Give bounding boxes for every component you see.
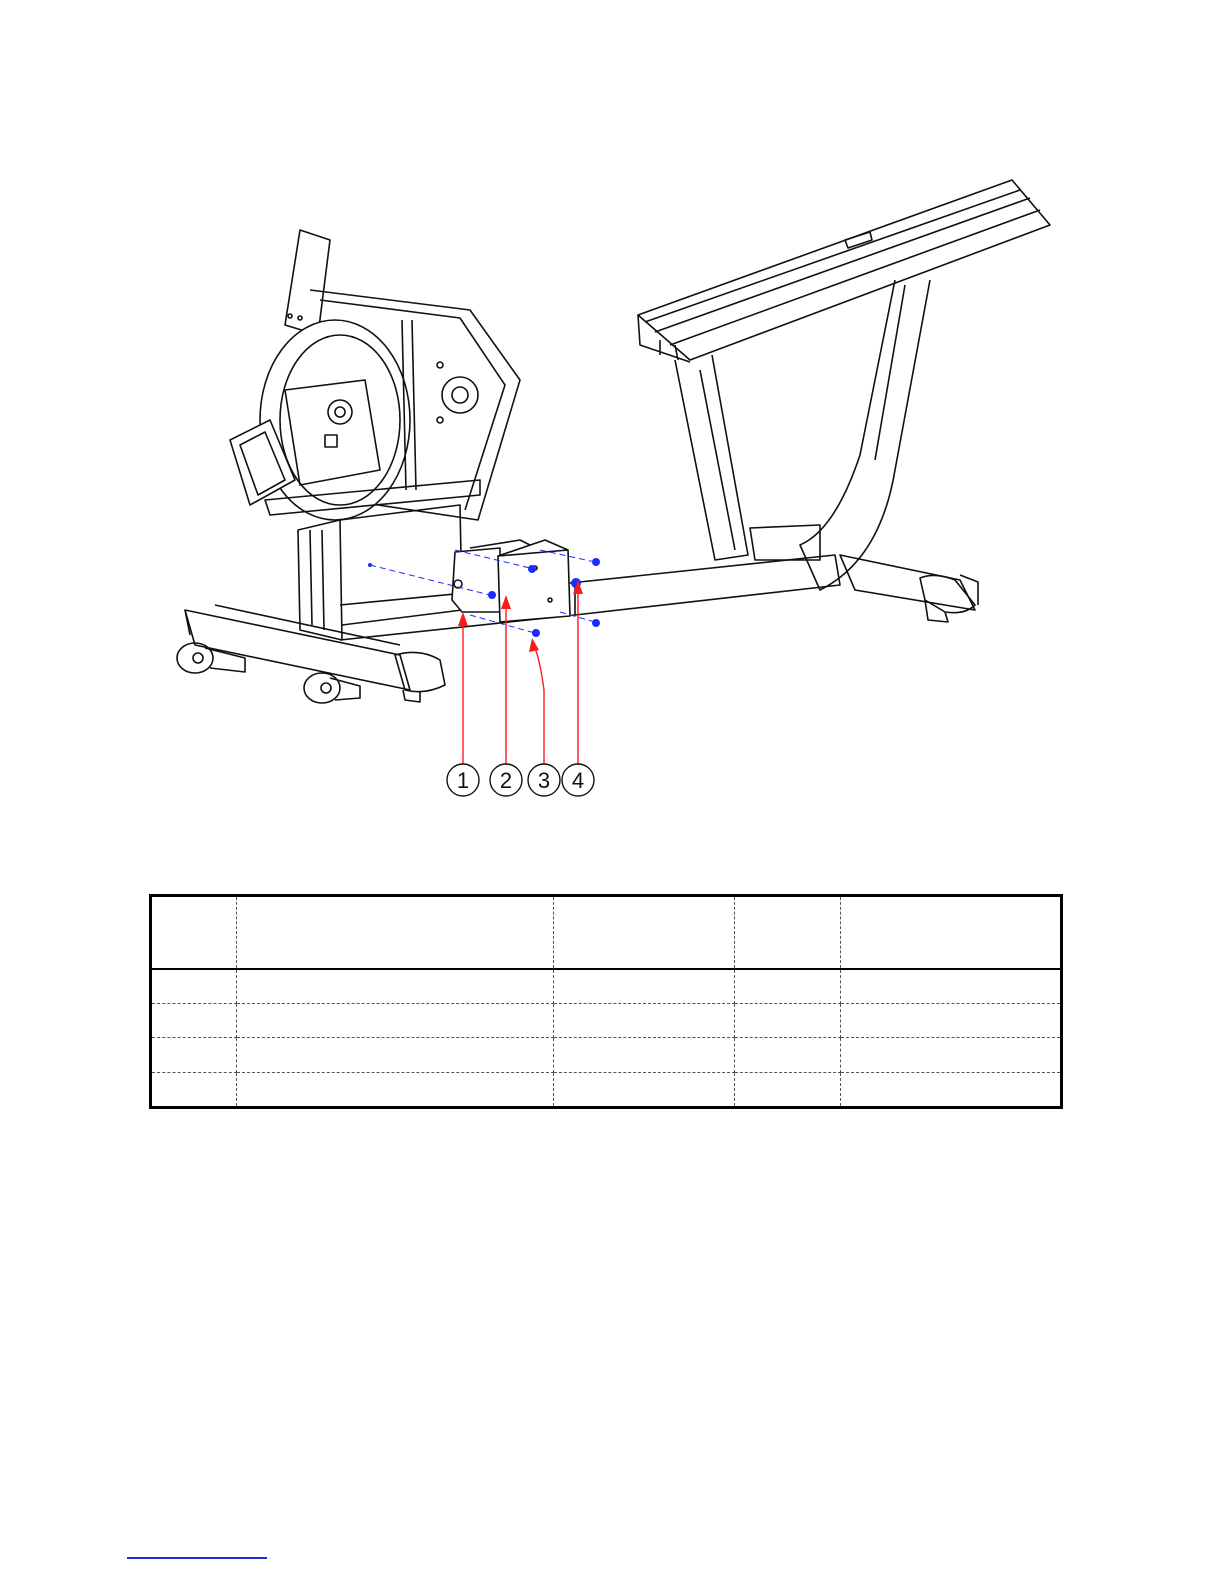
table-cell xyxy=(841,1072,1062,1107)
table-cell xyxy=(554,969,735,1004)
callout-2: 2 xyxy=(499,768,513,793)
table-header-cell xyxy=(735,896,841,969)
table-cell xyxy=(237,1072,554,1107)
table-header-row xyxy=(151,896,1062,969)
callout-3: 3 xyxy=(537,768,551,793)
table-header-cell xyxy=(554,896,735,969)
table-cell xyxy=(735,1004,841,1038)
callout-4: 4 xyxy=(571,768,585,793)
table-cell xyxy=(237,1004,554,1038)
table-row xyxy=(151,1038,1062,1072)
table-header-cell xyxy=(841,896,1062,969)
flywheel-icon xyxy=(230,230,520,520)
table-cell xyxy=(554,1072,735,1107)
table-cell xyxy=(151,969,237,1004)
table-cell xyxy=(554,1004,735,1038)
table-header-cell xyxy=(237,896,554,969)
table-cell xyxy=(554,1038,735,1072)
table-cell xyxy=(151,1038,237,1072)
parts-table xyxy=(149,894,1063,1109)
table-cell xyxy=(151,1004,237,1038)
table-row xyxy=(151,1004,1062,1038)
table-row xyxy=(151,969,1062,1004)
table-cell xyxy=(237,1038,554,1072)
rail-icon xyxy=(638,180,1050,362)
table-cell xyxy=(841,969,1062,1004)
callout-1: 1 xyxy=(456,768,470,793)
cover-plate-icon xyxy=(498,540,570,622)
table-cell xyxy=(735,969,841,1004)
footer-rule xyxy=(127,1557,267,1559)
table-row xyxy=(151,1072,1062,1107)
table-cell xyxy=(735,1072,841,1107)
table-cell xyxy=(841,1038,1062,1072)
table-header-cell xyxy=(151,896,237,969)
table-cell xyxy=(151,1072,237,1107)
table-cell xyxy=(237,969,554,1004)
table-cell xyxy=(841,1004,1062,1038)
table-cell xyxy=(735,1038,841,1072)
